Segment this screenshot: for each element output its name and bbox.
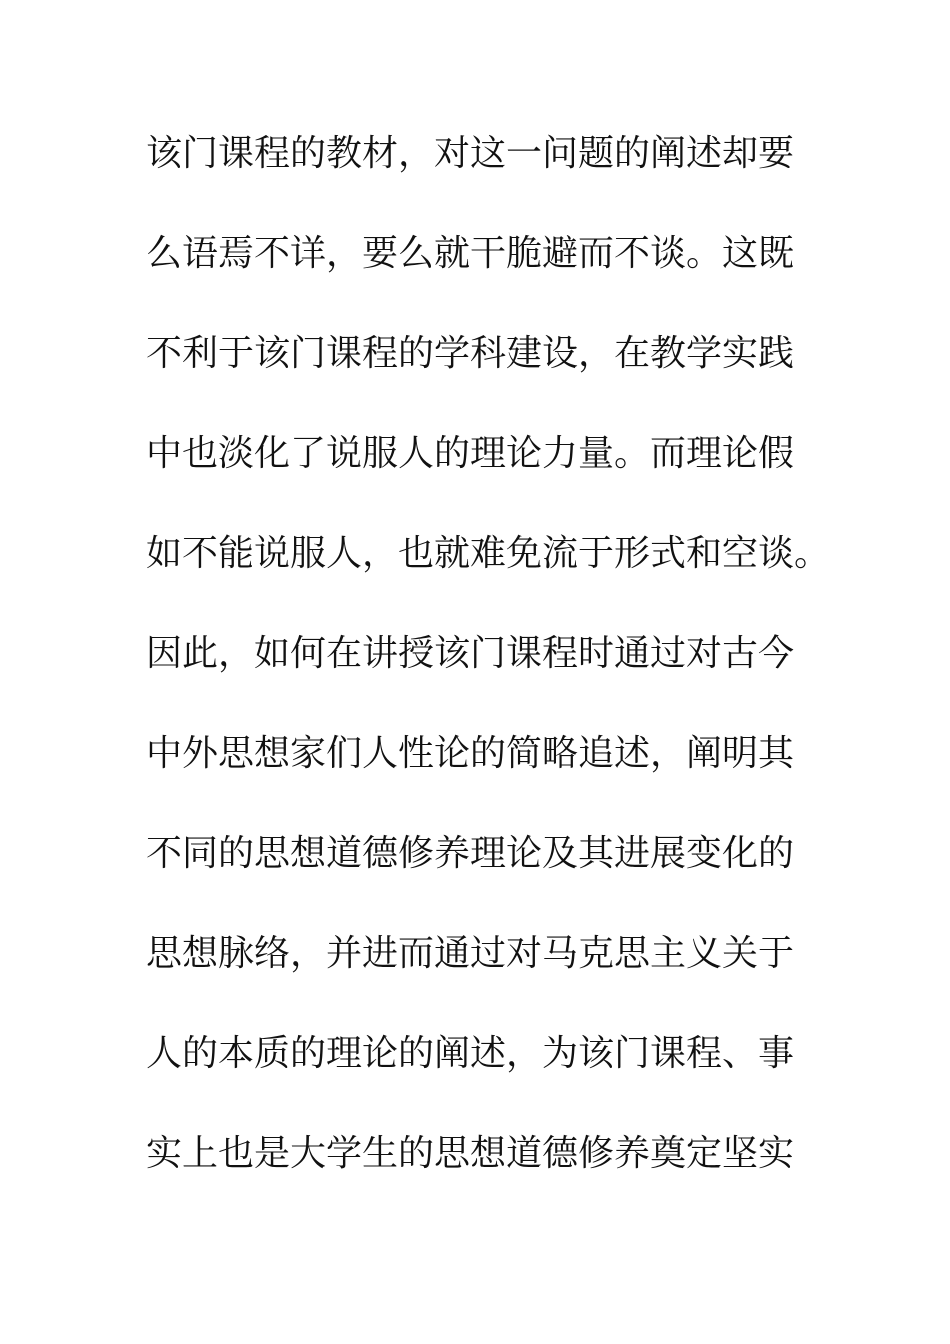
text-line: 因此，如何在讲授该门课程时通过对古今 bbox=[146, 633, 795, 674]
text-line: 么语焉不详，要么就干脆避而不谈。这既 bbox=[146, 233, 795, 274]
text-line: 思想脉络，并进而通过对马克思主义关于 bbox=[146, 933, 795, 974]
text-line: 该门课程的教材，对这一问题的阐述却要 bbox=[146, 133, 795, 174]
text-line: 中外思想家们人性论的简略追述，阐明其 bbox=[146, 733, 795, 774]
text-line: 如不能说服人，也就难免流于形式和空谈。 bbox=[146, 533, 831, 574]
text-line: 实上也是大学生的思想道德修养奠定坚实 bbox=[146, 1133, 795, 1174]
text-line: 中也淡化了说服人的理论力量。而理论假 bbox=[146, 433, 795, 474]
text-line: 不利于该门课程的学科建设，在教学实践 bbox=[146, 333, 795, 374]
text-line: 不同的思想道德修养理论及其进展变化的 bbox=[146, 833, 795, 874]
body-paragraph bbox=[146, 128, 831, 1228]
text-line: 人的本质的理论的阐述，为该门课程、事 bbox=[146, 1033, 795, 1074]
